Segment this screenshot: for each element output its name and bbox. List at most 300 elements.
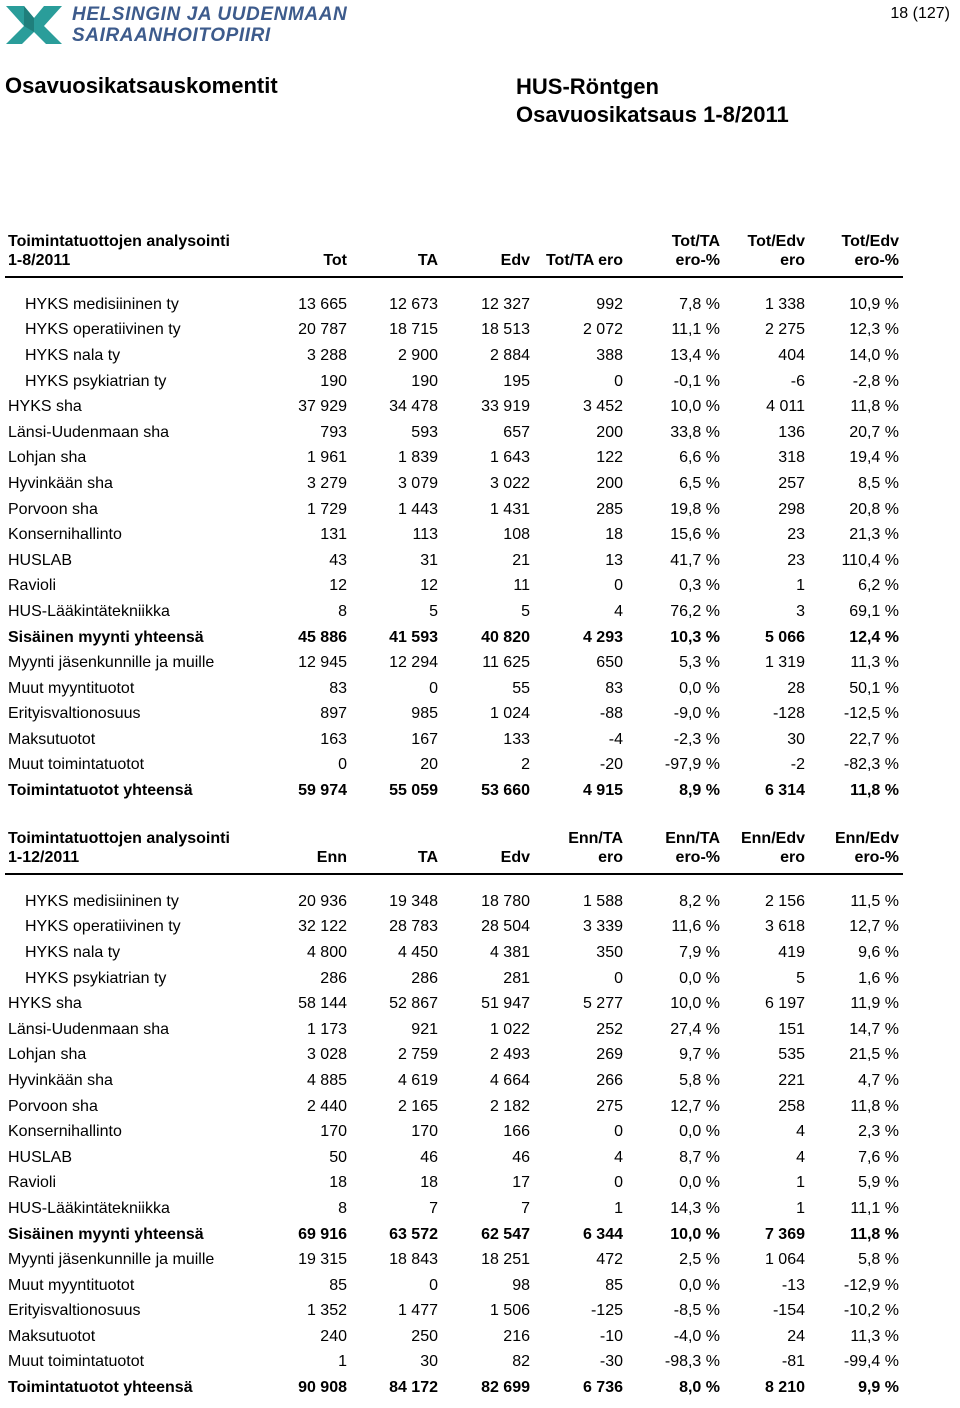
table-cell: 51 947 xyxy=(481,995,530,1013)
table-cell: 0,0 % xyxy=(679,1123,720,1141)
table-cell: -98,3 % xyxy=(664,1353,720,1371)
table-cell: 3 079 xyxy=(397,474,438,492)
table-row xyxy=(5,940,903,966)
table-cell: 4 619 xyxy=(397,1071,438,1089)
table-cell: 10,3 % xyxy=(670,628,720,646)
table-cell: 1 173 xyxy=(306,1020,347,1038)
table-cell: 11 xyxy=(513,577,530,595)
column-header: Tot/TA ero xyxy=(534,251,627,277)
header-row xyxy=(5,229,903,251)
table-row xyxy=(5,343,903,369)
table-cell: 1 xyxy=(796,1174,805,1192)
row-label: HYKS nala ty xyxy=(25,943,121,961)
column-header: 1-12/2011 xyxy=(5,848,263,874)
table-row xyxy=(5,625,903,651)
table-cell: 2 156 xyxy=(764,892,805,910)
table-cell: 0,0 % xyxy=(679,679,720,697)
table-cell: 12 673 xyxy=(389,295,438,313)
table-cell: 11,8 % xyxy=(850,398,899,416)
table-cell: -81 xyxy=(781,1353,805,1371)
table-cell: 985 xyxy=(411,705,438,723)
table-cell: 11,3 % xyxy=(850,1327,899,1345)
table-cell: 18 780 xyxy=(481,892,530,910)
table-cell: 593 xyxy=(411,423,438,441)
hus-logo-icon xyxy=(4,2,64,46)
table-cell: -30 xyxy=(599,1353,623,1371)
table-cell: 28 783 xyxy=(389,918,438,936)
table-cell: 30 xyxy=(420,1353,438,1371)
table-cell: 535 xyxy=(778,1046,805,1064)
table-cell: 12 945 xyxy=(298,654,347,672)
table-cell: 98 xyxy=(512,1276,530,1294)
table-cell: -4 xyxy=(608,730,623,748)
table-cell: 793 xyxy=(320,423,347,441)
row-label: HYKS nala ty xyxy=(25,346,121,364)
table-cell: 82 xyxy=(512,1353,530,1371)
table-cell: -2 xyxy=(790,756,805,774)
page-title: Osavuosikatsauskomentit xyxy=(5,73,278,98)
table-row xyxy=(5,1145,903,1171)
table-row xyxy=(5,1222,903,1248)
table-cell: 3 452 xyxy=(582,398,623,416)
table-cell: 0 xyxy=(614,577,623,595)
table-cell: 45 886 xyxy=(298,628,347,646)
table-row xyxy=(5,318,903,344)
table-cell: 13 xyxy=(605,551,623,569)
row-label: Erityisvaltionosuus xyxy=(8,705,141,723)
table-cell: 4 450 xyxy=(397,943,438,961)
table-row xyxy=(5,778,903,804)
table-cell: 20 xyxy=(420,756,438,774)
row-label: HUSLAB xyxy=(8,1148,73,1166)
table-cell: 82 699 xyxy=(481,1379,530,1397)
table-cell: 0 xyxy=(614,1174,623,1192)
report-title-unit: HUS-Röntgen xyxy=(516,74,659,99)
table-cell: 2 900 xyxy=(397,346,438,364)
revenue-table-1-12 xyxy=(5,826,903,1401)
table-cell: 1 064 xyxy=(764,1251,805,1269)
table-cell: -8,5 % xyxy=(673,1302,720,1320)
table-cell: -97,9 % xyxy=(664,756,720,774)
page-number: 18 (127) xyxy=(890,5,950,22)
row-label: Hyvinkään sha xyxy=(8,474,113,492)
table-cell: 6 736 xyxy=(582,1379,623,1397)
table-row xyxy=(5,915,903,941)
table-cell: 32 122 xyxy=(298,918,347,936)
table-cell: 275 xyxy=(596,1097,623,1115)
table-cell: 11,6 % xyxy=(671,918,720,936)
table-cell: -13 xyxy=(781,1276,805,1294)
table-cell: 5,8 % xyxy=(679,1071,720,1089)
table-cell: 12,3 % xyxy=(849,321,899,339)
row-label: Lohjan sha xyxy=(8,449,87,467)
row-label: Muut myyntituotot xyxy=(8,679,135,697)
table-row xyxy=(5,1119,903,1145)
column-header: TA xyxy=(351,251,442,277)
table-cell: 18 xyxy=(420,1174,438,1192)
row-label: HYKS sha xyxy=(8,995,82,1013)
row-label: Myynti jäsenkunnille ja muille xyxy=(8,654,215,672)
table-cell: 7,6 % xyxy=(858,1148,899,1166)
row-label: Sisäinen myynti yhteensä xyxy=(8,1225,204,1243)
table-cell: 0,0 % xyxy=(679,1174,720,1192)
table-cell: -10,2 % xyxy=(843,1302,899,1320)
table-cell: 62 547 xyxy=(481,1225,530,1243)
table-cell: 5 xyxy=(521,602,530,620)
table-cell: 4 xyxy=(614,1148,623,1166)
table-cell: 11,8 % xyxy=(850,1097,899,1115)
table-row xyxy=(5,548,903,574)
table-cell: 3 022 xyxy=(489,474,530,492)
table-cell: 4 381 xyxy=(489,943,530,961)
table-cell: 1 022 xyxy=(489,1020,530,1038)
table-cell: 285 xyxy=(596,500,623,518)
table-cell: -2,8 % xyxy=(852,372,899,390)
table-row xyxy=(5,1273,903,1299)
table-cell: 269 xyxy=(596,1046,623,1064)
row-label: Lohjan sha xyxy=(8,1046,87,1064)
table-cell: 13 665 xyxy=(298,295,347,313)
table-cell: 7,9 % xyxy=(679,943,720,961)
table-cell: 6,6 % xyxy=(679,449,720,467)
table-cell: 258 xyxy=(778,1097,805,1115)
table-row xyxy=(5,991,903,1017)
table-row xyxy=(5,702,903,728)
table-row xyxy=(5,574,903,600)
column-header: Enn xyxy=(263,848,351,874)
table-cell: 28 xyxy=(787,679,805,697)
table-row xyxy=(5,471,903,497)
table-cell: 1 839 xyxy=(397,449,438,467)
table-cell: 252 xyxy=(596,1020,623,1038)
table-row xyxy=(5,753,903,779)
table-cell: 12,7 % xyxy=(670,1097,720,1115)
table-cell: 2 182 xyxy=(489,1097,530,1115)
column-header: ero-% xyxy=(627,251,724,277)
table-cell: 0,3 % xyxy=(679,577,720,595)
row-label: Erityisvaltionosuus xyxy=(8,1302,141,1320)
hus-logo xyxy=(4,2,348,46)
table-cell: -2,3 % xyxy=(673,730,720,748)
table-cell: 24 xyxy=(787,1327,805,1345)
table-cell: 10,0 % xyxy=(670,1225,720,1243)
table-cell: -4,0 % xyxy=(673,1327,720,1345)
table-cell: 11 625 xyxy=(482,654,530,672)
column-header xyxy=(263,826,351,848)
row-label: Maksutuotot xyxy=(8,730,96,748)
table-cell: 388 xyxy=(596,346,623,364)
table-cell: 419 xyxy=(778,943,805,961)
row-label: HYKS psykiatrian ty xyxy=(25,969,167,987)
table-cell: 33,8 % xyxy=(670,423,720,441)
table-cell: 14,7 % xyxy=(849,1020,899,1038)
table-cell: 8,2 % xyxy=(679,892,720,910)
table-cell: 0 xyxy=(614,1123,623,1141)
table-cell: 19,4 % xyxy=(849,449,899,467)
table-cell: 3 xyxy=(796,602,805,620)
column-header: 1-8/2011 xyxy=(5,251,263,277)
table-cell: -125 xyxy=(590,1302,623,1320)
table-cell: 37 929 xyxy=(298,398,347,416)
column-header xyxy=(442,229,534,251)
table-cell: 1 xyxy=(796,1199,805,1217)
table-cell: 122 xyxy=(596,449,623,467)
table-cell: 1 588 xyxy=(582,892,623,910)
table-cell: 17 xyxy=(512,1174,530,1192)
table-cell: 2 275 xyxy=(764,321,805,339)
row-label: HYKS medisiininen ty xyxy=(25,295,179,313)
table-cell: 2 759 xyxy=(397,1046,438,1064)
table-cell: 8 xyxy=(338,602,347,620)
table-cell: 1 477 xyxy=(397,1302,438,1320)
table-cell: 7 xyxy=(429,1199,438,1217)
column-header: ero-% xyxy=(809,848,903,874)
table-row xyxy=(5,1299,903,1325)
table-cell: 55 059 xyxy=(389,782,438,800)
column-header: ero xyxy=(534,848,627,874)
row-label: Porvoon sha xyxy=(8,500,98,518)
table-cell: 1 643 xyxy=(489,449,530,467)
report-title-period: Osavuosikatsaus 1-8/2011 xyxy=(516,102,789,127)
column-header: ero xyxy=(724,848,809,874)
table-cell: 0,0 % xyxy=(679,969,720,987)
table-cell: 2 165 xyxy=(397,1097,438,1115)
row-label: HYKS psykiatrian ty xyxy=(25,372,167,390)
row-label: Muut toimintatuotot xyxy=(8,756,145,774)
table-cell: 5,3 % xyxy=(679,654,720,672)
table-cell: 2,5 % xyxy=(679,1251,720,1269)
column-header: Toimintatuottojen analysointi xyxy=(8,233,230,250)
table-cell: 19 348 xyxy=(389,892,438,910)
table-cell: 650 xyxy=(596,654,623,672)
table-cell: 28 504 xyxy=(481,918,530,936)
table-cell: 8,5 % xyxy=(858,474,899,492)
table-cell: 2 xyxy=(521,756,530,774)
table-cell: 53 660 xyxy=(481,782,530,800)
table-cell: 46 xyxy=(512,1148,530,1166)
table-cell: 23 xyxy=(787,526,805,544)
table-cell: 12 294 xyxy=(389,654,438,672)
table-row xyxy=(5,1017,903,1043)
table-cell: 0 xyxy=(614,969,623,987)
table-cell: 7 369 xyxy=(764,1225,805,1243)
table-cell: 5 xyxy=(429,602,438,620)
row-label: Sisäinen myynti yhteensä xyxy=(8,628,204,646)
header-row xyxy=(5,826,903,848)
column-header xyxy=(263,229,351,251)
table-cell: 1 506 xyxy=(489,1302,530,1320)
table-cell: 897 xyxy=(320,705,347,723)
table-cell: 83 xyxy=(605,679,623,697)
table-cell: 240 xyxy=(320,1327,347,1345)
table-cell: 11,8 % xyxy=(850,782,899,800)
table-cell: 298 xyxy=(778,500,805,518)
table-cell: 3 288 xyxy=(306,346,347,364)
table-cell: 133 xyxy=(503,730,530,748)
table-cell: 22,7 % xyxy=(849,730,899,748)
table-row xyxy=(5,889,903,915)
table-cell: 3 279 xyxy=(306,474,347,492)
table-cell: 151 xyxy=(778,1020,805,1038)
table-cell: 18 843 xyxy=(389,1251,438,1269)
spacer-cell xyxy=(5,874,903,889)
table-row xyxy=(5,446,903,472)
table-row xyxy=(5,1350,903,1376)
table-cell: 0 xyxy=(338,756,347,774)
spacer-cell xyxy=(5,277,903,292)
table-cell: 18 xyxy=(329,1174,347,1192)
table-cell: 286 xyxy=(411,969,438,987)
table-cell: 1 338 xyxy=(764,295,805,313)
table-cell: 200 xyxy=(596,474,623,492)
row-label: Muut myyntituotot xyxy=(8,1276,135,1294)
table-cell: -12,5 % xyxy=(843,705,899,723)
report-title xyxy=(516,73,789,129)
row-label: Länsi-Uudenmaan sha xyxy=(8,1020,169,1038)
table-cell: 12 xyxy=(420,577,438,595)
table-cell: 3 339 xyxy=(582,918,623,936)
table-cell: 14,0 % xyxy=(849,346,899,364)
table-cell: 19 315 xyxy=(298,1251,347,1269)
table-cell: -6 xyxy=(790,372,805,390)
table-cell: 20 936 xyxy=(298,892,347,910)
table-cell: 18 715 xyxy=(389,321,438,339)
revenue-table-1-8 xyxy=(5,229,903,804)
table-cell: 15,6 % xyxy=(670,526,720,544)
table-cell: 11,5 % xyxy=(850,892,899,910)
table-cell: 30 xyxy=(787,730,805,748)
table-cell: 170 xyxy=(320,1123,347,1141)
table-cell: 8 xyxy=(338,1199,347,1217)
table-row xyxy=(5,727,903,753)
table-cell: 23 xyxy=(787,551,805,569)
table-cell: 8,0 % xyxy=(679,1379,720,1397)
table-row xyxy=(5,1196,903,1222)
table-cell: 8,9 % xyxy=(679,782,720,800)
table-cell: 76,2 % xyxy=(670,602,720,620)
column-header: Edv xyxy=(442,251,534,277)
table-cell: -9,0 % xyxy=(673,705,720,723)
table-cell: 58 144 xyxy=(298,995,347,1013)
table-cell: 1 xyxy=(796,577,805,595)
table-cell: 7,8 % xyxy=(679,295,720,313)
column-header: Tot/Edv xyxy=(841,233,899,250)
table-row xyxy=(5,650,903,676)
row-label: Porvoon sha xyxy=(8,1097,98,1115)
table-cell: 921 xyxy=(411,1020,438,1038)
table-cell: 21,5 % xyxy=(849,1046,899,1064)
table-cell: 6 344 xyxy=(582,1225,623,1243)
table-cell: 34 478 xyxy=(389,398,438,416)
table-cell: 12,7 % xyxy=(849,918,899,936)
table-cell: 19,8 % xyxy=(670,500,720,518)
table-cell: 2 493 xyxy=(489,1046,530,1064)
table-row xyxy=(5,1068,903,1094)
table-cell: 63 572 xyxy=(389,1225,438,1243)
table-cell: 166 xyxy=(503,1123,530,1141)
table-cell: 10,9 % xyxy=(849,295,899,313)
table-row xyxy=(5,369,903,395)
table-cell: 131 xyxy=(320,526,347,544)
column-header: ero xyxy=(724,251,809,277)
table-cell: 113 xyxy=(412,526,438,544)
column-header: Edv xyxy=(442,848,534,874)
column-header xyxy=(442,826,534,848)
table-cell: 5 277 xyxy=(582,995,623,1013)
table-cell: 9,6 % xyxy=(858,943,899,961)
table-cell: 4 293 xyxy=(582,628,623,646)
table-cell: 163 xyxy=(320,730,347,748)
table-cell: 195 xyxy=(503,372,530,390)
column-header: ero-% xyxy=(627,848,724,874)
table-row xyxy=(5,966,903,992)
table-cell: 4 800 xyxy=(306,943,347,961)
column-header xyxy=(534,229,627,251)
table-cell: 27,4 % xyxy=(670,1020,720,1038)
table-cell: 404 xyxy=(778,346,805,364)
table-cell: 69 916 xyxy=(298,1225,347,1243)
table-cell: 4 664 xyxy=(489,1071,530,1089)
table-cell: 4,7 % xyxy=(858,1071,899,1089)
table-row xyxy=(5,676,903,702)
table-cell: 10,0 % xyxy=(670,995,720,1013)
table-cell: 90 908 xyxy=(298,1379,347,1397)
table-cell: 10,0 % xyxy=(670,398,720,416)
table-cell: 8,7 % xyxy=(679,1148,720,1166)
table-cell: 43 xyxy=(329,551,347,569)
table-cell: 9,9 % xyxy=(858,1379,899,1397)
table-cell: 12 327 xyxy=(481,295,530,313)
table-cell: 1 319 xyxy=(764,654,805,672)
table-cell: 6 197 xyxy=(764,995,805,1013)
column-header: Enn/Edv xyxy=(740,830,805,847)
table-cell: 992 xyxy=(596,295,623,313)
table-cell: 4 xyxy=(614,602,623,620)
table-cell: 50,1 % xyxy=(849,679,899,697)
table-row xyxy=(5,292,903,318)
table-cell: 472 xyxy=(596,1251,623,1269)
column-header: TA xyxy=(351,848,442,874)
table-cell: 0 xyxy=(614,372,623,390)
table-cell: -12,9 % xyxy=(843,1276,899,1294)
table-cell: 2 440 xyxy=(306,1097,347,1115)
row-label: Hyvinkään sha xyxy=(8,1071,113,1089)
row-label: HUS-Lääkintätekniikka xyxy=(8,1199,170,1217)
table-row xyxy=(5,522,903,548)
table-cell: 21,3 % xyxy=(849,526,899,544)
table-cell: 46 xyxy=(420,1148,438,1166)
table-cell: 0 xyxy=(429,1276,438,1294)
table-cell: 216 xyxy=(503,1327,530,1345)
column-header: Tot xyxy=(263,251,351,277)
table-cell: 6,2 % xyxy=(858,577,899,595)
column-header: Tot/TA xyxy=(671,233,720,250)
table-row xyxy=(5,1247,903,1273)
table-cell: 250 xyxy=(411,1327,438,1345)
table-cell: 1 xyxy=(338,1353,347,1371)
table-cell: 12,4 % xyxy=(849,628,899,646)
row-label: HYKS operatiivinen ty xyxy=(25,321,181,339)
table-row xyxy=(5,1171,903,1197)
table-cell: 1 352 xyxy=(306,1302,347,1320)
table-cell: 5,9 % xyxy=(858,1174,899,1192)
table-cell: 18 xyxy=(605,526,623,544)
table-row xyxy=(5,394,903,420)
table-cell: 18 513 xyxy=(481,321,530,339)
table-cell: 21 xyxy=(512,551,530,569)
header-row xyxy=(5,251,903,277)
table-cell: -10 xyxy=(599,1327,623,1345)
